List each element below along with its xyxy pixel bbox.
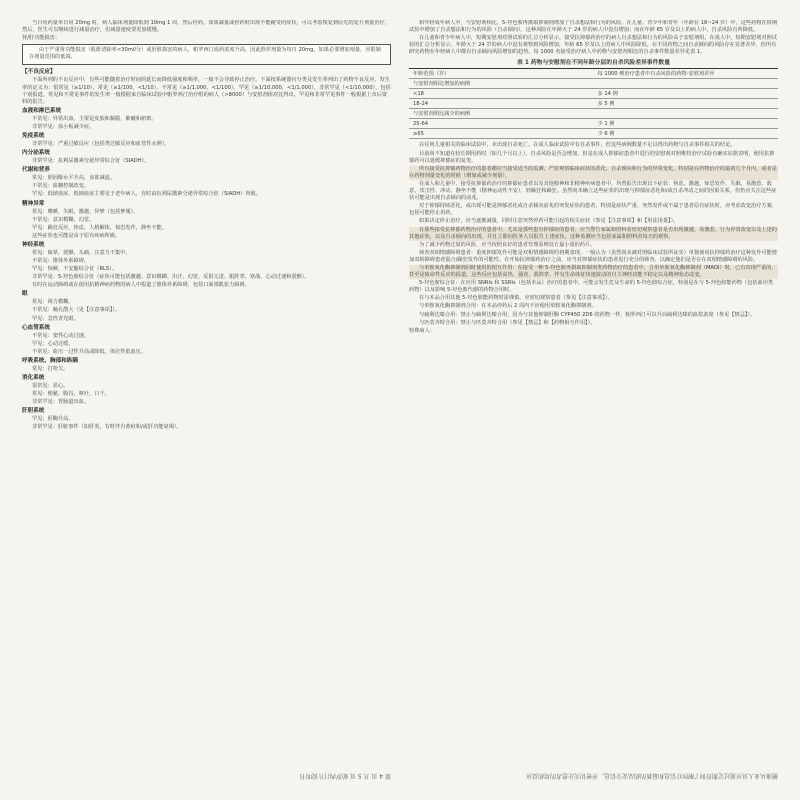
boxed-note	[22, 44, 391, 65]
paragraph: 为了减少药物过量的风险，应当按照良好的患者管理原则处方最小量的药片。	[419, 241, 596, 248]
list-line: 非常罕见：肝脏事件（如肝炎，有时伴有黄疸和/或肝功能衰竭）。	[32, 424, 182, 431]
table-cell: 少 1 例	[594, 119, 779, 129]
list-line: 常见：眩晕，震颤，头痛，注意力不集中。	[32, 249, 131, 256]
list-line: 罕见：急性青光眼。	[32, 315, 79, 322]
list-line: 不常见：异常出血，主要是皮肤和黏膜，紫癜和瘀斑。	[32, 115, 157, 122]
list-line: 不常见：血压一过性升高或降低，体位性低血压。	[32, 348, 147, 355]
section-heading: 神经系统	[22, 241, 45, 248]
page-footer-left: 第 4 页 共 5 页 帕罗西汀片说明书	[299, 772, 391, 779]
table-cell: 18-24	[409, 99, 594, 109]
list-line: 非常罕见：抗利尿激素分泌异常综合征（SIADH）。	[32, 158, 150, 165]
paragraph: 目前尚不知道在较长期用药时（如几个月以上），自杀风险是否会增加。但是在成人抑郁症患者中进行的安慰剂对照维持治疗试验有确实证据表明，使用抗抑郁药可以延缓抑郁症的复发。	[409, 150, 775, 164]
left-column	[22, 20, 391, 780]
paragraph: 在与本品合用其他 5-羟色胺能药物时需谨慎，应密切观察患者（参见【注意事项】）。	[419, 295, 613, 302]
table-group-label: 与安慰剂相比增加的病例	[409, 79, 778, 89]
list-line: 罕见：惊厥，不安腿综合征（RLS）。	[32, 266, 118, 273]
table-row	[409, 129, 778, 139]
list-line: 非常罕见：血小板减少症。	[32, 123, 95, 130]
paragraph: 下面所列的不良反应中，有些可能随着治疗时间的延长而降低强度和频率，一般不会导致停止治疗。下面按系统器官分类及发生率列出了药物不良反应。发生率的定义为：很常见（≥1/10），常见（≥1/100，<1/10），不常见（≥1/1,000，<1/100），罕见（≥1/10,000，<1/1,000），非常罕见（<1/10,000），包括个别报道。常见和不常见事件的发生率一般根据来自临床试验中帕罗西汀治疗组的病人（>8000）与安慰剂组对比得出。罕见和非常罕见事件一般根据上市后资料的报告。	[22, 77, 391, 105]
paragraph: 与匹莫齐特合用：禁止与匹莫齐特合用（参见【禁忌】和【药物相互作用】）。	[419, 319, 596, 326]
paragraph: 在那些接受抗抑郁药物治疗的患者中，尤其是那些患有抑郁症的患者，应当警告家属和照料者密切观察患者是否出现激越、易激惹、行为异常改变以及上述的其他症状，以及自杀倾向的出现，并且立即向医务人员报告上述症状。这种监测应当包括家属和照料者每天的观察。	[409, 226, 777, 240]
list-line: 常见：胆固醇水平升高，食欲减退。	[32, 175, 116, 182]
table-header-cell: 每 1000 例治疗患者中自杀风险的药物-安慰剂差异	[594, 69, 779, 79]
table-group-row	[409, 109, 778, 119]
list-line: 常见：视力模糊。	[32, 299, 74, 306]
list-line: 有时在运动障碍或在使用抗精神病药物的病人中报道了锥体外系障碍，包括口面部肌张力障碍。	[32, 282, 250, 289]
table-header-cell: 年龄范围（岁）	[409, 69, 594, 79]
paragraph: 与单胺氧化酶抑制剂同时使用的相互作用：在接受一种 5-羟色胺再摄取抑制剂类药物治疗的患者中，合用单胺氧化酶抑制剂（MAOI）时，已有出现严重的、甚至是致命性反应的报道。这些反应包括高热、强直、肌阵挛、伴有生命体征快速波动的自主神经功能不稳定以及精神状态改变。	[409, 264, 777, 279]
paragraph: 筛查双相情感障碍患者：重度抑郁发作可能是双相情感障碍的初期表现。一般认为（虽然尚未被对照临床试验所证实）单独使用抗抑郁药治疗这种发作可能增加双相障碍患者混合/躁狂发作的可能性。在开始抗抑郁药治疗之前，应当对抑郁症状的患者进行充分的筛查，以确定他们是否存在双相情感障碍的风险。	[409, 249, 777, 263]
list-line: 不常见：锥体外系障碍。	[32, 257, 90, 264]
paragraph: 在儿童和青少年病人中，短期安慰剂对照试验的汇总分析显示，接受抗抑郁药治疗的病人自杀想法和行为的风险高于安慰剂组。在成人中，短期安慰剂对照试验的汇总分析显示，年龄大于 24 岁的病人中没有观察到风险增加，年龄 65 岁及以上的病人中风险降低。在不同药物之间自杀倾向的风险存在显著差异，但所有研究药物在年轻病人中都有自杀倾向风险增加的趋势。每 1000 名接受治疗病人中药物与安慰剂相比的自杀事件数量差异见表 1。	[409, 35, 777, 56]
list-line: 不常见：血糖控制改变。	[32, 183, 90, 190]
section-heading: 精神异常	[22, 200, 45, 207]
page-footer-right: 健康从业人员应通过定期咨询了解医疗信息和最新的药品安全信息，并密切关注患者的用药反应	[525, 772, 778, 779]
paragraph: 在任何儿童相关的临床试验中，未出现自杀死亡。在成人临床试验中有自杀事件，但这些病例数量不足以得出药物与自杀事件相关的结论。	[419, 142, 736, 149]
list-line: 罕见：肝酶升高。	[32, 416, 74, 423]
boxed-note-text: 由于严重肾功能损害（肌酐清除率<30ml/分）或肝脏损害的病人，帕罗西汀血药浓度升高，因此推荐剂量为每日 20mg，如果必要增加剂量，应限制在剂量范围的低端。	[29, 47, 381, 61]
table-cell: 少 6 例	[594, 129, 779, 139]
section-heading: 消化系统	[22, 375, 45, 381]
table-cell: ≥65	[409, 129, 594, 139]
table-cell: 多 5 例	[594, 99, 779, 109]
risk-table	[409, 68, 778, 139]
paragraph: 如果决定停止治疗，应当逐渐减量，同时注意突然停药可能引起的相关症状（参见【注意事项】和【用法用量】）。	[419, 218, 679, 225]
table-group-label: 与安慰剂相比减少的病例	[409, 109, 778, 119]
table-row	[409, 119, 778, 129]
list-line: 这些症状也可能是由于原有疾病所致。	[32, 232, 121, 239]
section-heading: 免疫系统	[22, 133, 45, 140]
table-caption: 表 1 药物与安慰剂在不同年龄分层的自杀风险差异事件数量	[517, 60, 670, 67]
paragraph: 和年轻成年病人中，与安慰剂相比，5-羟色胺再摄取抑制剂增加了自杀想法和行为的风险。在儿童、青少年和青年（年龄在 18~24 岁）中，这些药物在短期试验中增加了自杀想法和行为的风险（自杀倾向）。这种风险在年龄大于 24 岁的病人中没有增加；而在年龄 65 岁及以上的病人中，自杀风险有所降低。	[409, 20, 778, 34]
list-line: 常见：打哈欠。	[32, 365, 69, 372]
list-line: 不常见：瞳孔散大（见【注意事项】）。	[32, 307, 121, 314]
table-cell: <18	[409, 89, 594, 99]
list-line: 非常罕见：5-羟色胺综合征（症状可能包括激越、意识模糊、出汗、幻觉、反射亢进、肌阵挛、寒战、心动过速和震颤）。	[32, 274, 310, 281]
section-heading: 血液和淋巴系统	[22, 107, 62, 114]
list-line: 常见：便秘，腹泻，呕吐，口干。	[32, 391, 110, 398]
list-line: 非常罕见：胃肠道出血。	[32, 399, 90, 406]
list-line: 罕见：躁狂反应，焦虑，人格解体，惊恐发作，静坐不能。	[32, 224, 167, 231]
list-line: 罕见：心动过缓。	[32, 340, 74, 347]
table-cell: 多 14 例	[594, 89, 779, 99]
section-heading: 呼吸系统、胸部和纵隔	[22, 357, 78, 364]
right-column	[409, 20, 778, 780]
section-heading: 内分泌系统	[22, 150, 50, 157]
table-header-row	[409, 69, 778, 79]
table-cell: 25-64	[409, 119, 594, 129]
section-heading: 肝胆系统	[22, 408, 45, 415]
list-line: 常见：嗜睡，失眠，激越，异梦（包括梦魇）。	[32, 208, 139, 215]
list-line: 非常罕见：严重过敏反应（包括类过敏反应和血管性水肿）。	[32, 141, 170, 148]
paragraph: 与硫利达嗪合用：禁止与硫利达嗪合用，因为与其他抑制肝酶 CYP450 2D6 的药物一样，帕罗西汀可以升高硫利达嗪的血浆浓度（参见【禁忌】）。	[419, 311, 756, 318]
paragraph: 与单胺氧化酶抑制剂合用：在本品停药后 2 周内不应使用单胺氧化酶抑制剂。	[419, 303, 597, 310]
section-heading: 代谢和营养	[22, 167, 50, 174]
paragraph: 在成人和儿童中，接受抗抑郁药治疗的抑郁症患者以及其他精神和非精神疾病患者中，均曾报告出现以下症状：焦虑、激越、惊恐发作、失眠、易激惹、敌意、攻击性、冲动、静坐不能（精神运动性不安）、轻躁狂和躁狂。虽然尚未确立这些症状的出现与抑郁症恶化和/或自杀冲动之间的因果关系，但仍应关注这些症状可能是出现自杀倾向的前兆。	[409, 180, 777, 202]
list-line: 不常见：窦性心动过速。	[32, 332, 90, 339]
table-group-row	[409, 79, 778, 89]
table-row	[409, 99, 778, 109]
paragraph: 特殊病人：	[409, 327, 435, 334]
section-heading: 眼	[22, 291, 28, 298]
list-line: 很常见：恶心。	[32, 383, 69, 389]
paragraph: 肾/肝功能损害：	[22, 35, 61, 42]
paragraph: 当日用药量单日用 20mg 时，病人临床剂量降低到 10mg 1 周，然后停药。如果减量或停药时出现不能耐受的症状，可以考虑恢复到原先的处方剂量治疗。然后，医生可以继续进行减量治疗，但减量速度要更加缓慢。	[22, 20, 390, 34]
section-heading: 心血管系统	[22, 324, 50, 331]
document-page	[22, 20, 778, 780]
table-row	[409, 89, 778, 99]
paragraph: 所有接受抗抑郁药物治疗的患者都应当接受适当的监测，严密观察临床症状的恶化、自杀倾向和行为的异常变化，特别是在药物治疗的最初几个月内，或者是在药物剂量变化的时候（增加或减少剂量）。	[409, 165, 777, 179]
paragraph: 5-羟色胺综合征：在应用 SNRIs 和 SSRIs（包括本品）治疗的患者中，可能会发生危及生命的 5-羟色胺综合征，特别是在与 5-羟色胺能药物（包括曲坦类药物）以及影响 5-羟色胺代谢的药物合用时。	[409, 280, 774, 294]
list-line: 罕见：低钠血症。低钠血症主要见于老年病人，有时由抗利尿激素分泌异常综合征（SIADH）所致。	[32, 191, 261, 198]
section-heading-adverse: 【不良反应】	[22, 69, 56, 76]
list-line: 不常见：意识模糊，幻觉。	[32, 216, 95, 223]
paragraph: 对于抑郁持续恶化，或出现可能是抑郁恶化或自杀倾向前兆的突发症状的患者，特别是症状严重、突然发作或不属于患者原有症状时，应考虑改变治疗方案，包括可能停止用药。	[409, 203, 777, 217]
